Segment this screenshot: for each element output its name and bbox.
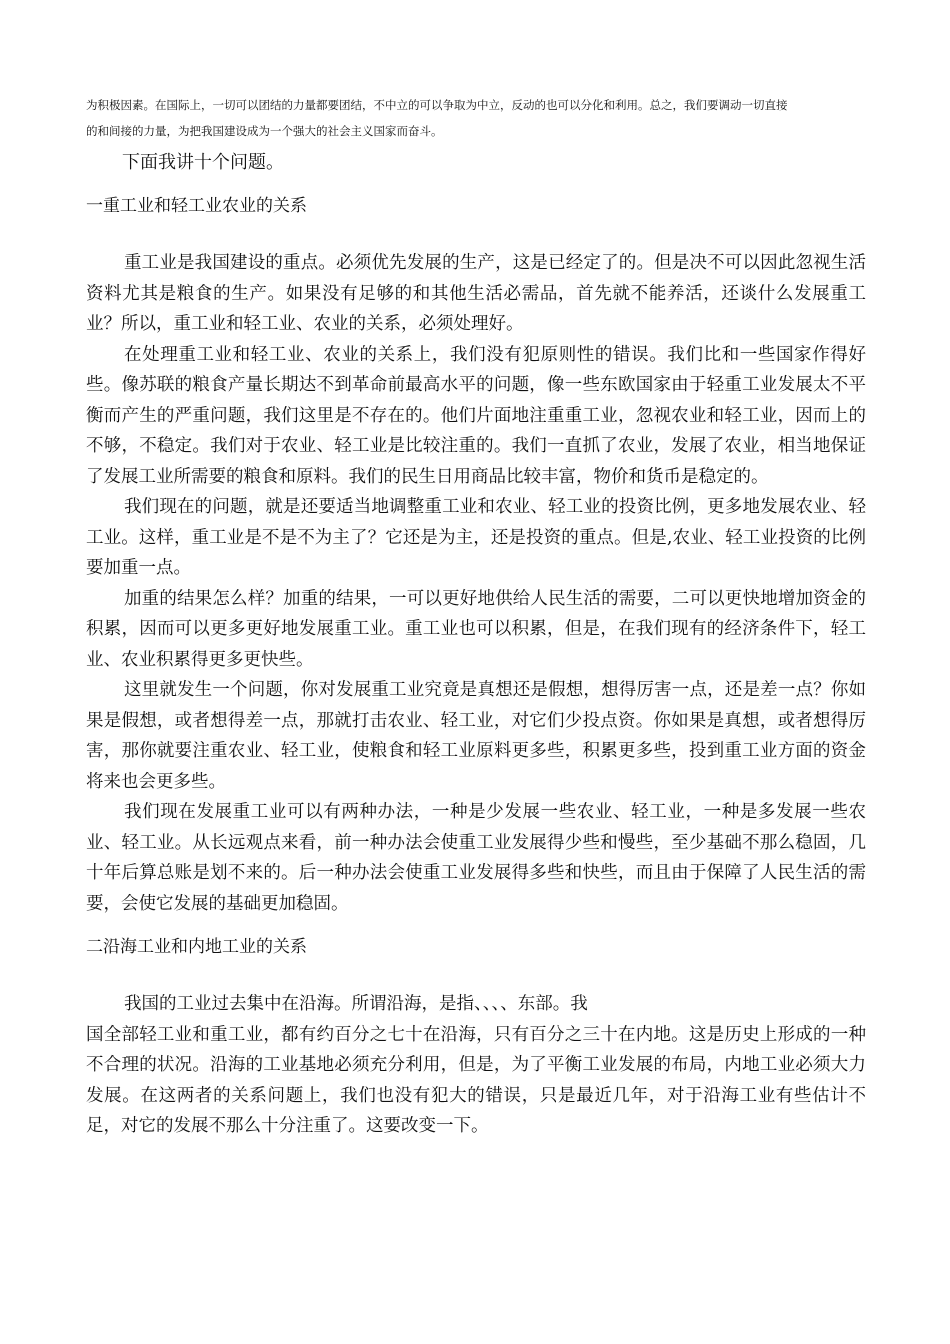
- section-2-title: 二沿海工业和内地工业的关系: [86, 937, 307, 957]
- section-1-title: 一重工业和轻工业农业的关系: [86, 196, 307, 216]
- section-1-paragraph: 我们现在的问题，就是还要适当地调整重工业和农业、轻工业的投资比例，更多地发展农业、轻工业。这样，重工业是不是不为主了？它还是为主，还是投资的重点。但是,农业、轻工业投资的比例要加重一点。: [86, 497, 866, 578]
- section-1-paragraph: 我们现在发展重工业可以有两种办法，一种是少发展一些农业、轻工业，一种是多发展一些农业、轻工业。从长远观点来看，前一种办法会使重工业发展得少些和慢些，至少基础不那么稳固，几十年后算总账是划不来的。后一种办法会使重工业发展得多些和快些，而且由于保障了人民生活的需要，会使它发展的基础更加稳固。: [86, 802, 866, 914]
- section-1-paragraph: 加重的结果怎么样？加重的结果，一可以更好地供给人民生活的需要，二可以更快地增加资金的积累，因而可以更多更好地发展重工业。重工业也可以积累，但是，在我们现有的经济条件下，轻工业、农业积累得更多更快些。: [86, 588, 866, 670]
- document-page: [86, 92, 866, 1142]
- section-2-paragraph-first-line: 我国的工业过去集中在沿海。所谓沿海，是指、、、、东部。我: [124, 994, 588, 1014]
- section-2-paragraph-rest: 国全部轻工业和重工业，都有约百分之七十在沿海，只有百分之三十在内地。这是历史上形成的一种不合理的状况。沿海的工业基地必须充分利用，但是，为了平衡工业发展的布局，内地工业必须大力发展。在这两者的关系问题上，我们也没有犯大的错误，只是最近几年，对于沿海工业有些估计不足，对它的发展不那么十分注重了。这要改变一下。: [86, 1024, 866, 1136]
- section-1-body: [86, 248, 866, 919]
- section-1-paragraph: 这里就发生一个问题，你对发展重工业究竟是真想还是假想，想得厉害一点，还是差一点？你如果是假想，或者想得差一点，那就打击农业、轻工业，对它们少投点资。你如果是真想，或者想得厉害，那你就要注重农业、轻工业，使粮食和轻工业原料更多些，积累更多些，投到重工业方面的资金将来也会更多些。: [86, 680, 866, 792]
- intro-small-line-1: 为积极因素。在国际上，一切可以团结的力量都要团结，不中立的可以争取为中立，反动的也可以分化和利用。总之，我们要调动一切直接: [86, 98, 788, 112]
- intro-small-line-2: 的和间接的力量，为把我国建设成为一个强大的社会主义国家而奋斗。: [86, 124, 443, 138]
- section-1-paragraph: 重工业是我国建设的重点。必须优先发展的生产，这是已经定了的。但是决不可以因此忽视生活资料尤其是粮食的生产。如果没有足够的和其他生活必需品，首先就不能养活，还谈什么发展重工业？所以，重工业和轻工业、农业的关系，必须处理好。: [86, 253, 866, 334]
- section-1-paragraph: 在处理重工业和轻工业、农业的关系上，我们没有犯原则性的错误。我们比和一些国家作得好些。像苏联的粮食产量长期达不到革命前最高水平的问题，像一些东欧国家由于轻重工业发展太不平衡而产生的严重问题，我们这里是不存在的。他们片面地注重重工业，忽视农业和轻工业，因而上的不够，不稳定。我们对于农业、轻工业是比较注重的。我们一直抓了农业，发展了农业，相当地保证了发展工业所需要的粮食和原料。我们的民生日用商品比较丰富，物价和货币是稳定的。: [86, 344, 866, 487]
- intro-line: 下面我讲十个问题。: [122, 152, 284, 173]
- section-2-body: [86, 989, 866, 1142]
